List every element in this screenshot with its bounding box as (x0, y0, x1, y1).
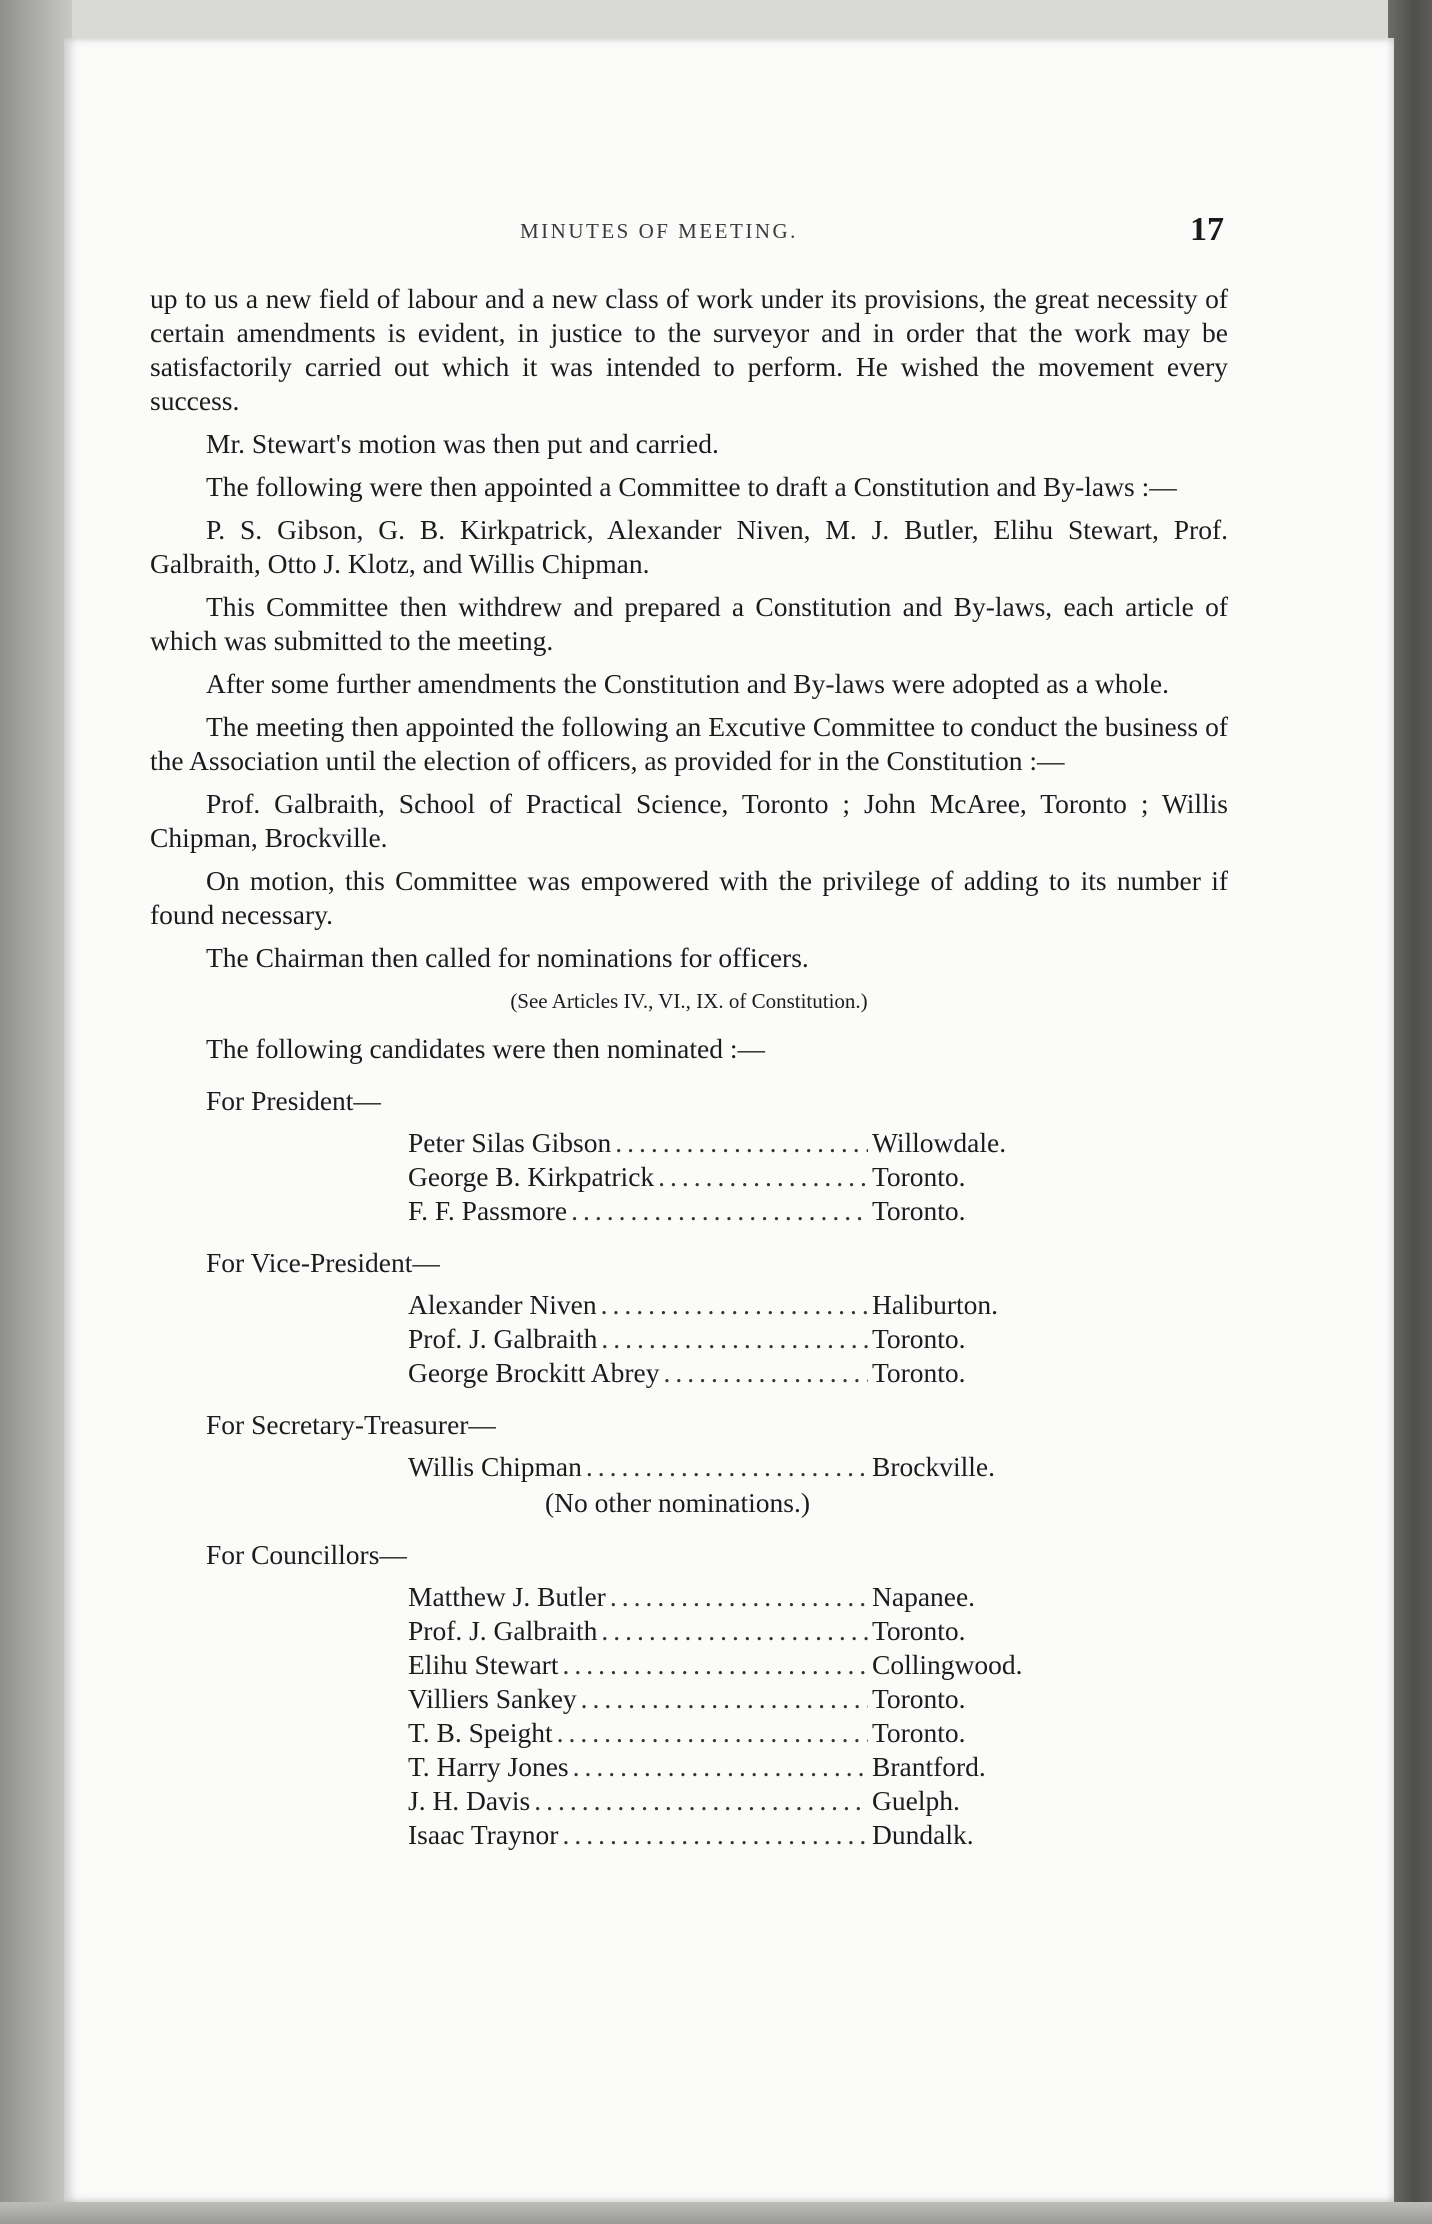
dot-leader (571, 1194, 868, 1228)
paragraph: This Committee then withdrew and prepared a Constitution and By-laws, each article of which was submitted to the meeting. (150, 591, 1228, 656)
nominee-place: Toronto. (872, 1683, 966, 1714)
nomination-group (150, 1408, 1228, 1520)
nominee-row (408, 1126, 1068, 1160)
nominee-name: J. H. Davis (408, 1785, 531, 1816)
nominee-name: T. B. Speight (408, 1717, 553, 1748)
dot-leader (615, 1126, 868, 1160)
document-page (64, 38, 1394, 2202)
nominee-place: Napanee. (872, 1581, 976, 1612)
nominee-place: Brantford. (872, 1751, 986, 1782)
nominee-row (408, 1356, 1068, 1390)
constitution-reference-note: (See Articles IV., VI., IX. of Constitution.) (510, 989, 868, 1013)
nominee-row (408, 1194, 1068, 1228)
dot-leader (601, 1614, 868, 1648)
nominee-place: Collingwood. (872, 1649, 1023, 1680)
office-label: For Vice-President— (206, 1247, 440, 1278)
dot-leader (573, 1750, 868, 1784)
nominee-name: Alexander Niven (408, 1289, 597, 1320)
nominee-place: Dundalk. (872, 1819, 974, 1850)
nominee-place: Toronto. (872, 1161, 966, 1192)
nomination-group (150, 1084, 1228, 1228)
nominee-name: Isaac Traynor (408, 1819, 559, 1850)
dot-leader (601, 1322, 868, 1356)
dot-leader (562, 1818, 868, 1852)
nominee-place: Willowdale. (872, 1127, 1007, 1158)
paragraph: The following were then appointed a Committee to draft a Constitution and By-laws :— (206, 471, 1177, 502)
dot-leader (658, 1160, 868, 1194)
dot-leader (557, 1716, 868, 1750)
dot-leader (601, 1288, 868, 1322)
nominee-name: T. Harry Jones (408, 1751, 569, 1782)
nominee-row (408, 1784, 1068, 1818)
nominee-name: Villiers Sankey (408, 1683, 577, 1714)
nominee-place: Toronto. (872, 1323, 966, 1354)
nominee-name: Prof. J. Galbraith (408, 1323, 598, 1354)
nominee-row (408, 1450, 1068, 1484)
nominee-row (408, 1648, 1068, 1682)
running-head (64, 211, 1394, 251)
nominee-name: Peter Silas Gibson (408, 1127, 612, 1158)
nominee-row (408, 1288, 1068, 1322)
nominee-place: Toronto. (872, 1195, 966, 1226)
nominee-name: Willis Chipman (408, 1451, 582, 1482)
nominee-name: Matthew J. Butler (408, 1581, 606, 1612)
dot-leader (581, 1682, 868, 1716)
office-label: For Secretary-Treasurer— (206, 1409, 496, 1440)
page-number: 17 (1190, 211, 1224, 248)
nominee-place: Brockville. (872, 1451, 995, 1482)
nominee-row (408, 1682, 1068, 1716)
paragraph: After some further amendments the Constitution and By-laws were adopted as a whole. (206, 668, 1170, 699)
nominee-row (408, 1614, 1068, 1648)
nominee-row (408, 1818, 1068, 1852)
office-label: For President— (206, 1085, 381, 1116)
scan-right-edge (1388, 0, 1432, 2224)
nominee-name: F. F. Passmore (408, 1195, 568, 1226)
office-label: For Councillors— (206, 1539, 407, 1570)
nomination-group (150, 1538, 1228, 1852)
scan-bottom-edge (0, 2202, 1432, 2224)
candidates-intro: The following candidates were then nominated :— (206, 1033, 765, 1064)
dot-leader (586, 1450, 868, 1484)
dot-leader (664, 1356, 868, 1390)
nominee-name: George B. Kirkpatrick (408, 1161, 655, 1192)
nomination-group (150, 1246, 1228, 1390)
paragraph: The Chairman then called for nominations for officers. (206, 942, 809, 973)
nominee-place: Toronto. (872, 1615, 966, 1646)
paragraph: Mr. Stewart's motion was then put and carried. (206, 428, 719, 459)
paragraph: The meeting then appointed the following an Excutive Committee to conduct the business of the Association until the election of officers, as provided for in the Constitution :— (150, 711, 1228, 776)
dot-leader (562, 1648, 868, 1682)
nominee-row (408, 1322, 1068, 1356)
executive-committee-names: Prof. Galbraith, School of Practical Science, Toronto ; John McAree, Toronto ; Willis Chipman, Brockville. (150, 788, 1228, 853)
committee-names: P. S. Gibson, G. B. Kirkpatrick, Alexander Niven, M. J. Butler, Elihu Stewart, Prof. Galbraith, Otto J. Klotz, and Willis Chipman. (150, 514, 1228, 579)
paragraph: up to us a new field of labour and a new class of work under its provisions, the great necessity of certain amendments is evident, in justice to the surveyor and in order that the work may be satisfactorily carried out which it was intended to perform. He wished the movement every success. (150, 283, 1228, 416)
nominee-row (408, 1750, 1068, 1784)
dot-leader (610, 1580, 868, 1614)
no-other-nominations-note: (No other nominations.) (545, 1487, 811, 1518)
nominee-row (408, 1580, 1068, 1614)
paragraph: On motion, this Committee was empowered with the privilege of adding to its number if found necessary. (150, 865, 1228, 930)
nominee-row (408, 1160, 1068, 1194)
running-title: MINUTES OF MEETING. (520, 219, 798, 243)
scan-left-edge (0, 0, 72, 2224)
body-text (150, 282, 1228, 1864)
nominee-place: Haliburton. (872, 1289, 999, 1320)
nominee-place: Toronto. (872, 1357, 966, 1388)
nominations-list (150, 1084, 1228, 1852)
nominee-name: Prof. J. Galbraith (408, 1615, 598, 1646)
nominee-name: George Brockitt Abrey (408, 1357, 660, 1388)
nominee-name: Elihu Stewart (408, 1649, 559, 1680)
dot-leader (534, 1784, 868, 1818)
nominee-row (408, 1716, 1068, 1750)
nominee-place: Toronto. (872, 1717, 966, 1748)
nominee-place: Guelph. (872, 1785, 960, 1816)
